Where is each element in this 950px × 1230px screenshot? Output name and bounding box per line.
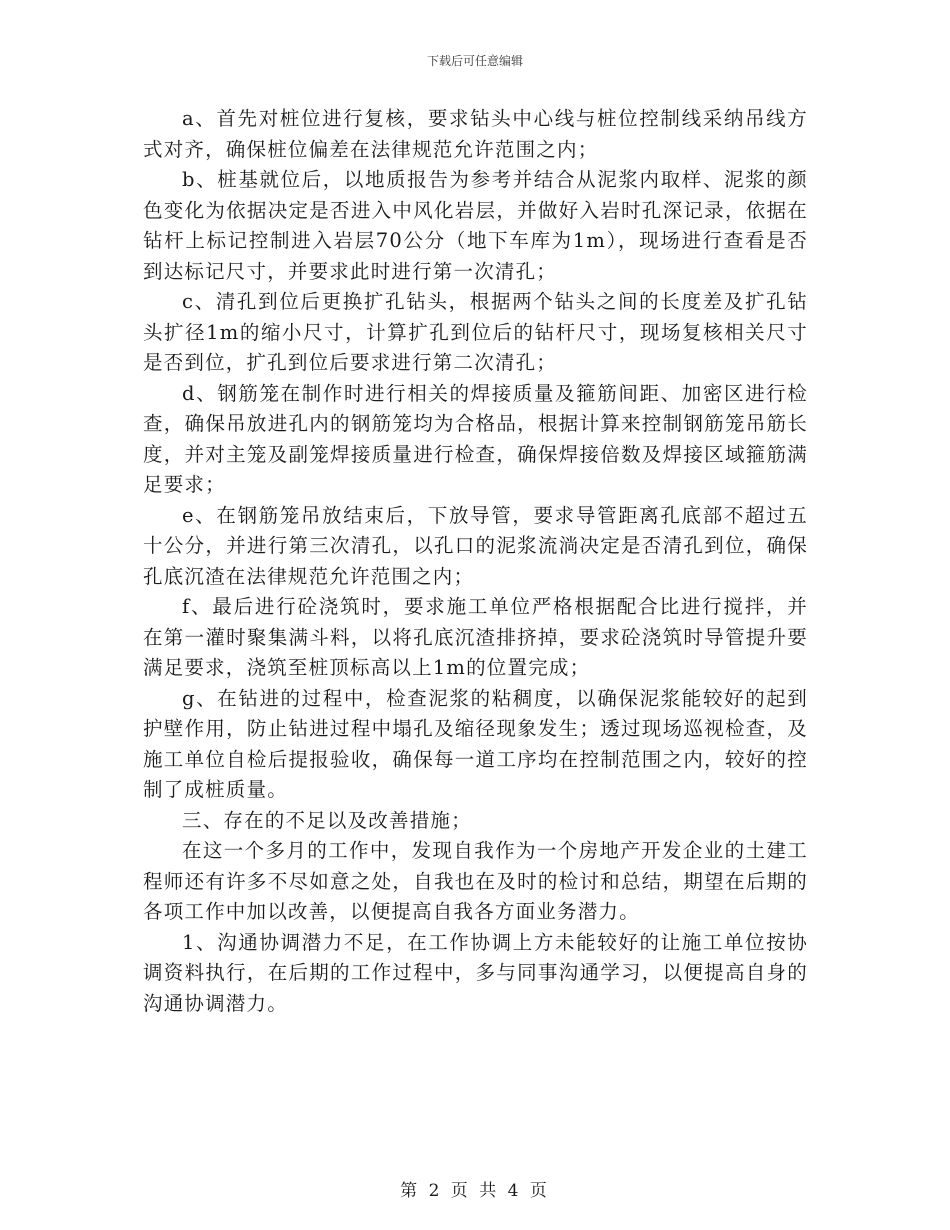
page-number: 第 2 页 共 4 页 [400, 1181, 550, 1201]
paragraph-c: c、清孔到位后更换扩孔钻头，根据两个钻头之间的长度差及扩孔钻头扩径1m的缩小尺寸，计算扩孔到位后的钻杆尺寸，现场复核相关尺寸是否到位，扩孔到位后要求进行第二次清孔； [143, 290, 808, 374]
document-body [143, 104, 808, 1019]
paragraph-intro: 在这一个多月的工作中，发现自我作为一个房地产开发企业的土建工程师还有许多不尽如意之处，自我也在及时的检讨和总结，期望在后期的各项工作中加以改善，以便提高自我各方面业务潜力。 [143, 839, 808, 923]
page-header: 下载后可任意编辑 [426, 54, 523, 68]
section-heading: 三、存在的不足以及改善措施； [182, 808, 472, 832]
paragraph-e: e、在钢筋笼吊放结束后，下放导管，要求导管距离孔底部不超过五十公分，并进行第三次清孔，以孔口的泥浆流淌决定是否清孔到位，确保孔底沉渣在法律规范允许范围之内； [143, 503, 808, 588]
paragraph-b: b、桩基就位后，以地质报告为参考并结合从泥浆内取样、泥浆的颜色变化为依据决定是否进入中风化岩层，并做好入岩时孔深记录，依据在钻杆上标记控制进入岩层70公分（地下车库为1m），现场进行查看是否到达标记尺寸，并要求此时进行第一次清孔； [143, 168, 808, 283]
paragraph-item-1: 1、沟通协调潜力不足，在工作协调上方未能较好的让施工单位按协调资料执行，在后期的工作过程中，多与同事沟通学习，以便提高自身的沟通协调潜力。 [143, 930, 808, 1015]
paragraph-f: f、最后进行砼浇筑时，要求施工单位严格根据配合比进行搅拌，并在第一灌时聚集满斗料，以将孔底沉渣排挤掉，要求砼浇筑时导管提升要满足要求，浇筑至桩顶标高以上1m的位置完成； [143, 595, 808, 679]
paragraph-a: a、首先对桩位进行复核，要求钻头中心线与桩位控制线采纳吊线方式对齐，确保桩位偏差在法律规范允许范围之内； [143, 107, 808, 161]
paragraph-g: g、在钻进的过程中，检查泥浆的粘稠度，以确保泥浆能较好的起到护壁作用，防止钻进过程中塌孔及缩径现象发生；透过现场巡视检查，及施工单位自检后提报验收，确保每一道工序均在控制范围之内，较好的控制了成桩质量。 [143, 686, 808, 801]
paragraph-d: d、钢筋笼在制作时进行相关的焊接质量及箍筋间距、加密区进行检查，确保吊放进孔内的钢筋笼均为合格品，根据计算来控制钢筋笼吊筋长度，并对主笼及副笼焊接质量进行检查，确保焊接倍数及焊接区域箍筋满足要求； [143, 381, 808, 496]
